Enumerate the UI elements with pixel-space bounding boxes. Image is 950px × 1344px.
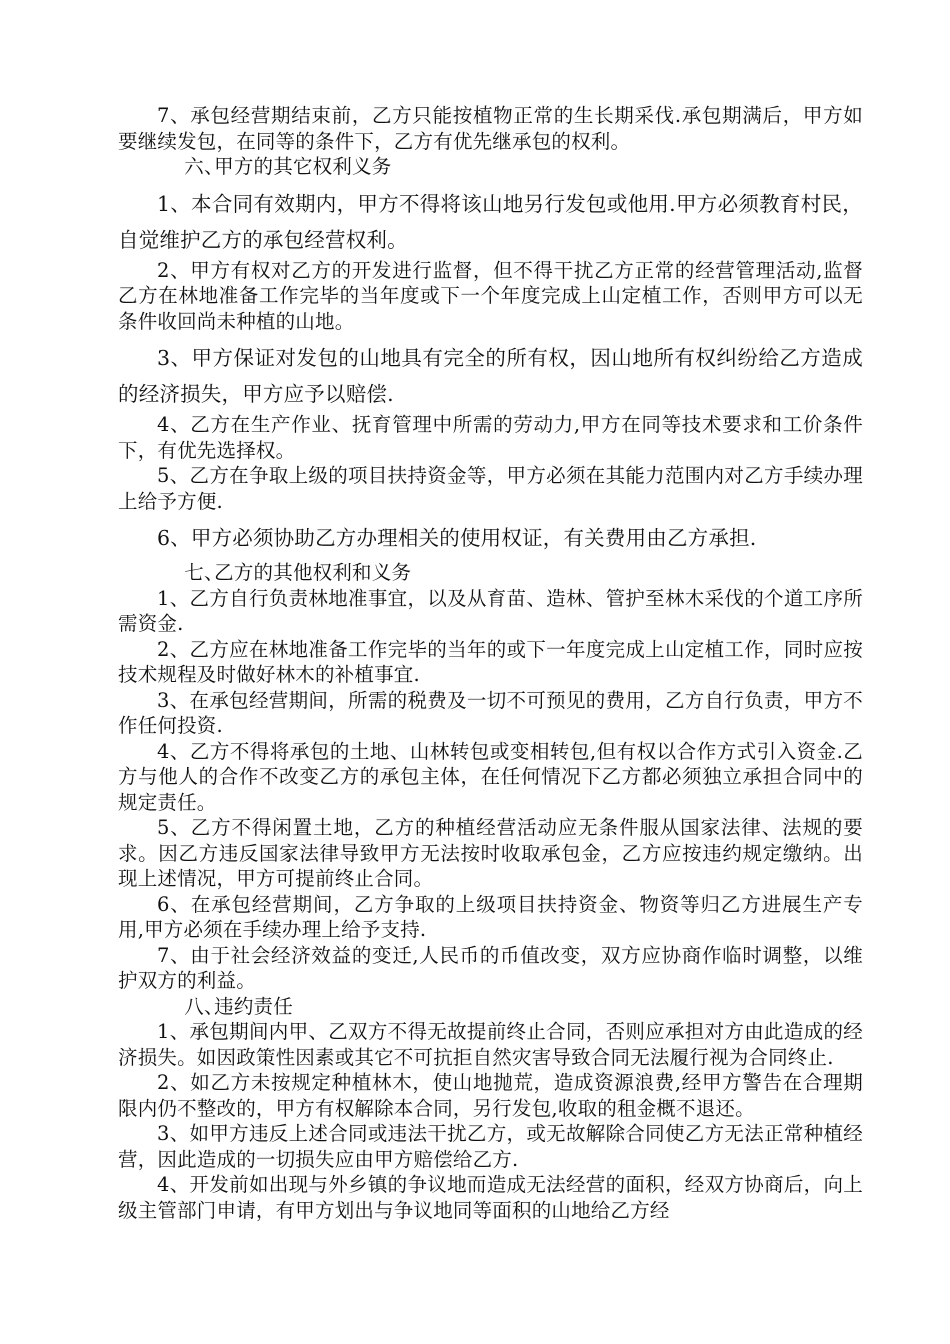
section-heading-6 <box>118 154 863 180</box>
paragraph-6-3: 3、甲方保证对发包的山地具有完全的所有权，因山地所有权纠纷给乙方造成的经济损失，甲方应予以赔偿. <box>118 346 863 406</box>
paragraph-6-5: 5、乙方在争取上级的项目扶持资金等，甲方必须在其能力范围内对乙方手续办理上给予方便. <box>118 464 863 513</box>
paragraph-7-1: 1、乙方自行负责林地准事宜，以及从育苗、造林、管护至林木采伐的个道工序所需资金. <box>118 586 863 635</box>
section-number: 六、 <box>184 155 224 178</box>
paragraph-6-6: 6、甲方必须协助乙方办理相关的使用权证，有关费用由乙方承担. <box>156 526 757 550</box>
paragraph-7-3: 3、在承包经营期间，所需的税费及一切不可预见的费用，乙方自行负责，甲方不作任何投资. <box>118 688 863 737</box>
section-title: 乙方的其他权利和义务 <box>214 561 412 584</box>
document-body <box>118 103 863 1223</box>
section-heading-7 <box>118 560 863 586</box>
paragraph-6-2: 2、甲方有权对乙方的开发进行监督，但不得干扰乙方正常的经营管理活动,监督乙方在林地准备工作完毕的当年度或下一个年度完成上山定植工作，否则甲方可以无条件收回尚未种植的山地。 <box>118 258 863 333</box>
paragraph-7-5: 5、乙方不得闲置土地，乙方的种植经营活动应无条件服从国家法律、法规的要求。因乙方违反国家法律导致甲方无法按时收取承包金，乙方应按违约规定缴纳。出现上述情况，甲方可提前终止合同。 <box>118 816 863 890</box>
paragraph-6-1: 1、本合同有效期内，甲方不得将该山地另行发包或他用.甲方必须教育村民，自觉维护乙方的承包经营权利。 <box>118 191 863 252</box>
paragraph-7-2: 2、乙方应在林地准备工作完毕的当年的或下一年度完成上山定植工作，同时应按技术规程及时做好林木的补植事宜. <box>118 637 863 686</box>
paragraph-8-4: 4、开发前如出现与外乡镇的争议地而造成无法经营的面积，经双方协商后，向上级主管部门申请，有甲方划出与争议地同等面积的山地给乙方经 <box>118 1173 863 1222</box>
section-heading-8 <box>118 994 863 1020</box>
paragraph-5-7: 7、承包经营期结束前，乙方只能按植物正常的生长期采伐.承包期满后，甲方如要继续发包，在同等的条件下，乙方有优先继承包的权利。 <box>118 104 863 153</box>
paragraph-8-3: 3、如甲方违反上述合同或违法干扰乙方，或无故解除合同使乙方无法正常种植经营，因此造成的一切损失应由甲方赔偿给乙方. <box>118 1122 863 1171</box>
paragraph-7-4: 4、乙方不得将承包的土地、山林转包或变相转包,但有权以合作方式引入资金.乙方与他人的合作不改变乙方的承包主体，在任何情况下乙方都必须独立承担合同中的规定责任。 <box>118 739 863 814</box>
paragraph-8-2: 2、如乙方未按规定种植林木，使山地抛荒，造成资源浪费,经甲方警告在合理期限内仍不整改的，甲方有权解除本合同，另行发包,收取的租金概不退还。 <box>118 1071 863 1120</box>
paragraph-8-1: 1、承包期间内甲、乙双方不得无故提前终止合同，否则应承担对方由此造成的经济损失。如因政策性因素或其它不可抗拒自然灾害导致合同无法履行视为合同终止. <box>118 1020 863 1069</box>
paragraph-6-4: 4、乙方在生产作业、抚育管理中所需的劳动力,甲方在同等技术要求和工价条件下，有优先选择权。 <box>118 413 863 462</box>
section-title: 违约责任 <box>214 994 293 1018</box>
section-number: 八、 <box>184 994 224 1018</box>
paragraph-7-6: 6、在承包经营期间，乙方争取的上级项目扶持资金、物资等归乙方进展生产专用,甲方必须在手续办理上给予支持. <box>118 892 863 941</box>
paragraph-7-7: 7、由于社会经济效益的变迁,人民币的币值改变，双方应协商作临时调整，以维护双方的利益。 <box>118 943 863 992</box>
section-title: 甲方的其它权利义务 <box>214 155 392 178</box>
section-number: 七、 <box>184 561 224 584</box>
